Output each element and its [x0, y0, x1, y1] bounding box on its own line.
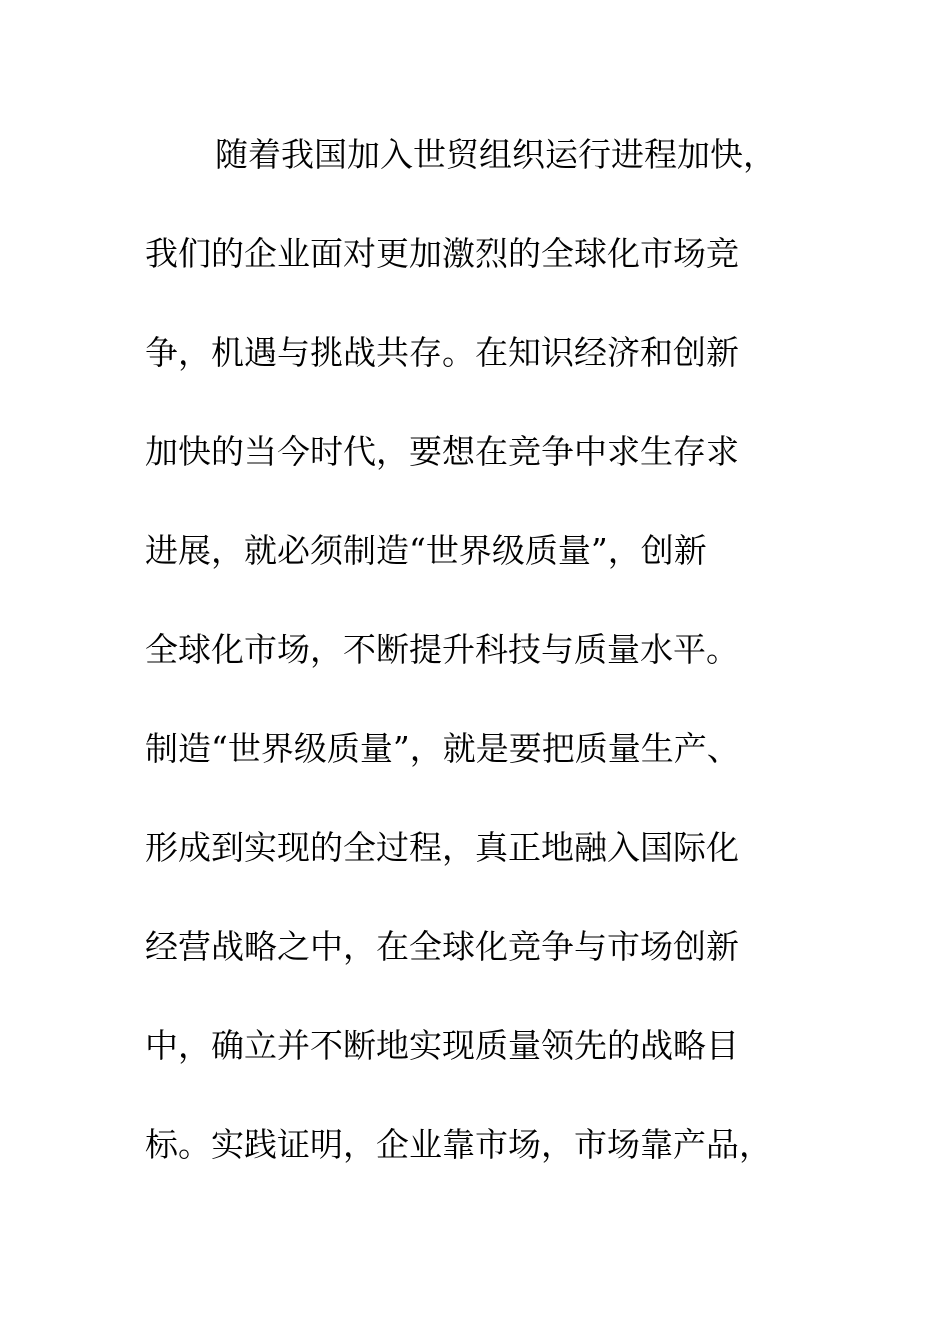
- text-line-2: 我们的企业面对更加激烈的全球化市场竞: [145, 234, 739, 273]
- text-line-10: 中，确立并不断地实现质量领先的战略目: [145, 1026, 739, 1065]
- text-line-4: 加快的当今时代，要想在竞争中求生存求: [145, 432, 739, 471]
- text-line-3: 争，机遇与挑战共存。在知识经济和创新: [145, 333, 739, 372]
- text-line-5: 进展，就必须制造“世界级质量”，创新: [145, 531, 707, 570]
- text-line-1: 随着我国加入世贸组织运行进程加快，: [215, 135, 776, 174]
- text-line-9: 经营战略之中，在全球化竞争与市场创新: [145, 927, 739, 966]
- text-line-8: 形成到实现的全过程，真正地融入国际化: [145, 828, 739, 867]
- text-line-6: 全球化市场，不断提升科技与质量水平。: [145, 630, 739, 669]
- text-line-7: 制造“世界级质量”，就是要把质量生产、: [145, 729, 740, 768]
- body-paragraph: [145, 125, 845, 1214]
- text-line-11: 标。实践证明，企业靠市场，市场靠产品，: [145, 1125, 772, 1164]
